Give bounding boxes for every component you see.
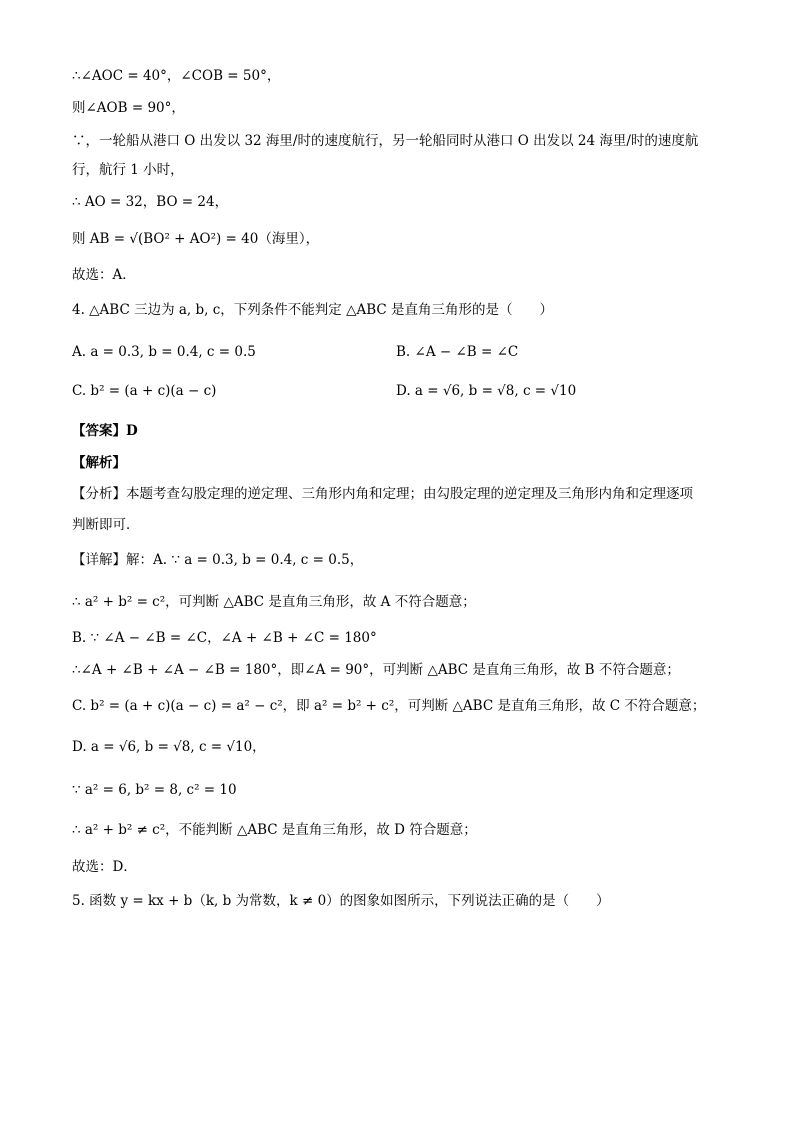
detail-intro: 【详解】解：A. ∵ a = 0.3, b = 0.4, c = 0.5， <box>72 552 364 568</box>
detail-d3: ∴ a² + b² ≠ c²，不能判断 △ABC 是直角三角形，故 D 符合题意； <box>72 822 477 838</box>
detail-c: C. b² = (a + c)(a − c) = a² − c²，即 a² = b² + c²，可判断 △ABC 是直角三角形，故 C 不符合题意； <box>72 698 706 714</box>
answer-label: 【答案】D <box>72 423 138 439</box>
option-a: A. a = 0.3, b = 0.4, c = 0.5 <box>72 344 256 360</box>
detail-a: ∴ a² + b² = c²，可判断 △ABC 是直角三角形，故 A 不符合题意； <box>72 594 476 610</box>
detail-answer: 故选：D． <box>72 859 137 875</box>
detail-d2: ∵ a² = 6, b² = 8, c² = 10 <box>72 782 237 798</box>
detail-b1: B. ∵ ∠A − ∠B = ∠C，∠A + ∠B + ∠C = 180° <box>72 630 377 646</box>
solution-line-distances: ∴ AO = 32，BO = 24， <box>72 194 229 210</box>
option-d: D. a = √6, b = √8, c = √10 <box>396 383 577 399</box>
solution-line-answer: 故选：A． <box>72 267 136 283</box>
solution-line-ships: ∵，一轮船从港口 O 出发以 32 海里/时的速度航行，另一轮船同时从港口 O 出发以 24 海里/时的速度航 <box>72 133 699 149</box>
detail-d1: D. a = √6, b = √8, c = √10， <box>72 739 266 755</box>
question-5-stem: 5. 函数 y = kx + b（k, b 为常数，k ≠ 0）的图象如图所示，下列说法正确的是（ ） <box>72 893 610 909</box>
analysis-text-2: 判断即可． <box>72 517 140 533</box>
option-c: C. b² = (a + c)(a − c) <box>72 383 217 399</box>
solution-line-angles: ∴∠AOC = 40°，∠COB = 50°， <box>72 68 281 84</box>
analysis-heading: 【解析】 <box>72 455 126 471</box>
question-4-stem: 4. △ABC 三边为 a, b, c，下列条件不能判定 △ABC 是直角三角形的是（ ） <box>72 302 554 318</box>
analysis-text-1: 【分析】本题考查勾股定理的逆定理、三角形内角和定理；由勾股定理的逆定理及三角形内角和定理逐项 <box>72 486 693 502</box>
solution-line-aob: 则∠AOB = 90°， <box>72 100 185 116</box>
option-b: B. ∠A − ∠B = ∠C <box>396 344 519 360</box>
solution-line-ab: 则 AB = √(BO² + AO²) = 40（海里）， <box>72 231 320 247</box>
detail-b2: ∴∠A + ∠B + ∠A − ∠B = 180°，即∠A = 90°，可判断 △ABC 是直角三角形，故 B 不符合题意； <box>72 662 680 678</box>
solution-line-ships-cont: 行，航行 1 小时， <box>72 162 184 178</box>
